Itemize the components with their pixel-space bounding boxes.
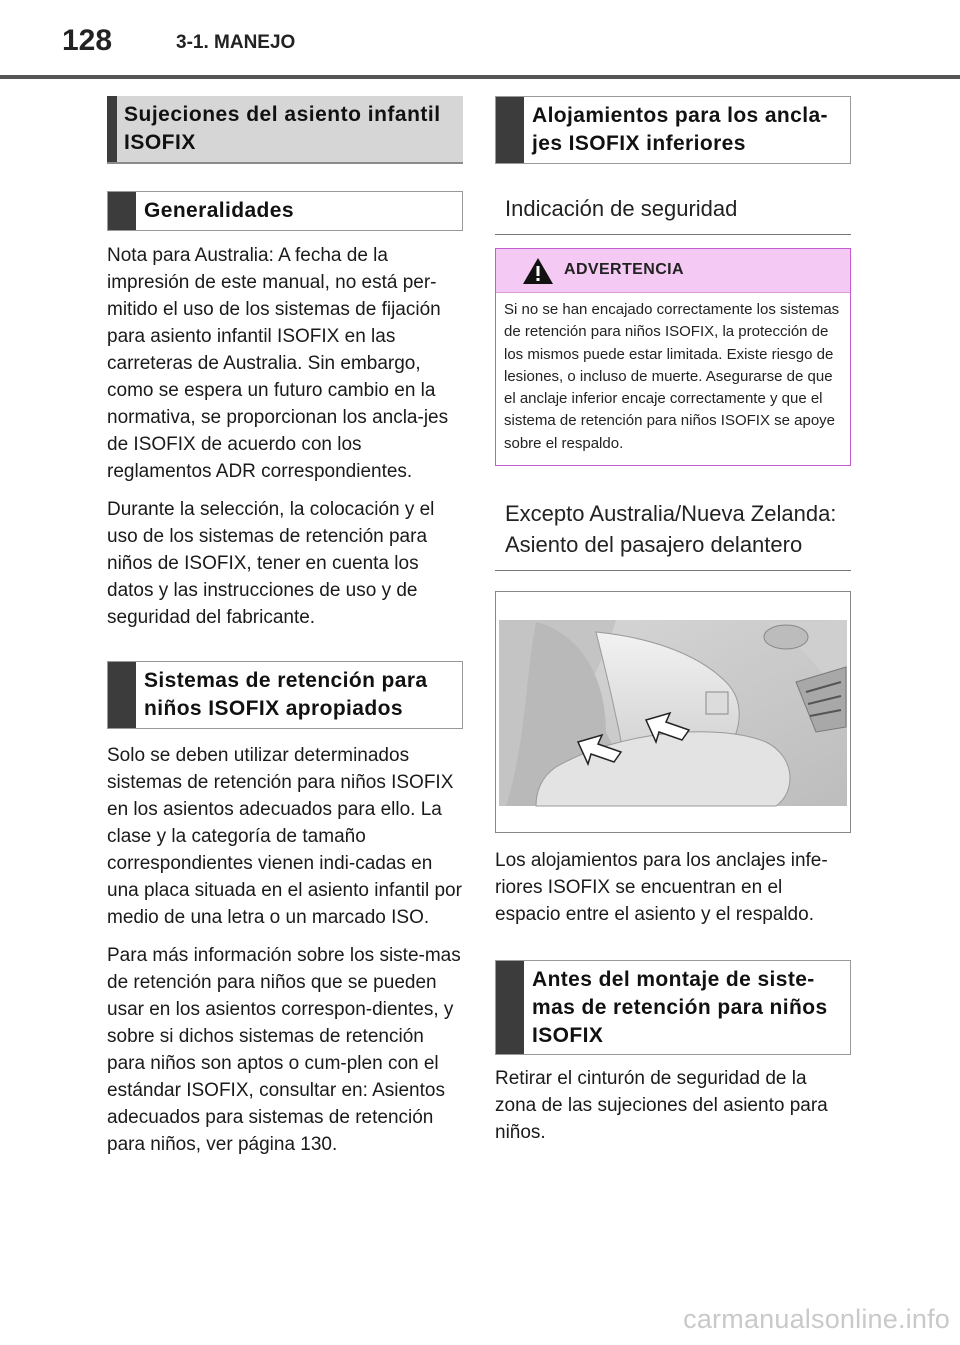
figure-caption: Los alojamientos para los anclajes infe-riores ISOFIX se encuentran en el espacio entre el asiento y el respaldo. — [495, 850, 828, 926]
paragraph-remove-belt: Retirar el cinturón de seguridad de la zona de las sujeciones del asiento para niños. — [495, 1068, 828, 1144]
warning-header — [496, 249, 850, 293]
subheading-appropriate-systems — [107, 661, 463, 729]
subheading-generalidades — [107, 191, 463, 231]
page-header — [0, 0, 960, 80]
seat-anchorage-illustration — [495, 591, 851, 833]
paragraph-approved-systems: Solo se deben utilizar determinados sistemas de retención para niños ISOFIX en los asientos adecuados para ello. La clase y la categoría de tamaño correspondientes vienen indi-cadas en una placa situada en el asiento infantil por medio de una letra o un marcado ISO. — [107, 745, 462, 928]
subheading-text: Generalidades — [144, 199, 294, 222]
page-number: 128 — [62, 24, 113, 57]
warning-title: ADVERTENCIA — [564, 261, 684, 278]
warning-box — [495, 248, 851, 466]
paragraph-australia-note: Nota para Australia: A fecha de la impresión de este manual, no está per-mitido el uso de los sistemas de fijación para asiento infantil ISOFIX en las carreteras de Australia. Sin embargo, como se espera un futuro cambio en la normativa, se proporcionan los ancla-jes de ISOFIX de acuerdo con los reglamentos ADR correspondientes. — [107, 245, 449, 482]
subheading-before-installation — [495, 960, 851, 1055]
warning-text: Si no se han encajado correctamente los sistemas de retención para niños ISOFIX, la protección de los mismos puede estar limitada. Existe riesgo de lesiones, o incluso de muerte. Asegurarse de que el anclaje inferior encaje correctamente y que el sistema de retención para niños ISOFIX se apoye sobre el respaldo. — [504, 301, 840, 452]
chapter-title: 3-1. MANEJO — [176, 32, 296, 53]
warning-triangle-icon — [522, 257, 554, 285]
paragraph-more-info: Para más información sobre los siste-mas de retención para niños que se pueden usar en los asientos correspon-dientes, y sobre si dichos sistemas de retención para niños son aptos o cum-plen con el estándar ISOFIX, consultar en: Asientos adecuados para sistemas de retención para niños, ver página 130. — [107, 945, 461, 1155]
heading-safety-note: Indicación de seguridad — [495, 187, 851, 235]
section-heading-text: Alojamientos para los ancla-jes ISOFIX inferiores — [532, 104, 828, 155]
header-divider — [0, 75, 960, 79]
subheading-text: Sistemas de retención para niños ISOFIX apropiados — [144, 669, 428, 720]
subheading-text: Antes del montaje de siste-mas de retención para niños ISOFIX — [532, 967, 828, 1047]
heading-front-passenger-seat: Excepto Australia/Nueva Zelanda: Asiento del pasajero delantero — [495, 492, 851, 571]
watermark-text: carmanualsonline.info — [683, 1304, 950, 1334]
right-column — [495, 96, 851, 1157]
section-heading-lower-anchorages — [495, 96, 851, 164]
paragraph-manufacturer-instructions: Durante la selección, la colocación y el uso de los sistemas de retención para niños de ISOFIX, tener en cuenta los datos y las instrucciones de uso y de seguridad del fabricante. — [107, 499, 435, 628]
left-column — [107, 96, 463, 1169]
seat-illustration-graphic — [496, 592, 850, 832]
section-heading-isofix-restraints — [107, 96, 463, 164]
section-heading-text: Sujeciones del asiento infantil ISOFIX — [124, 103, 441, 154]
